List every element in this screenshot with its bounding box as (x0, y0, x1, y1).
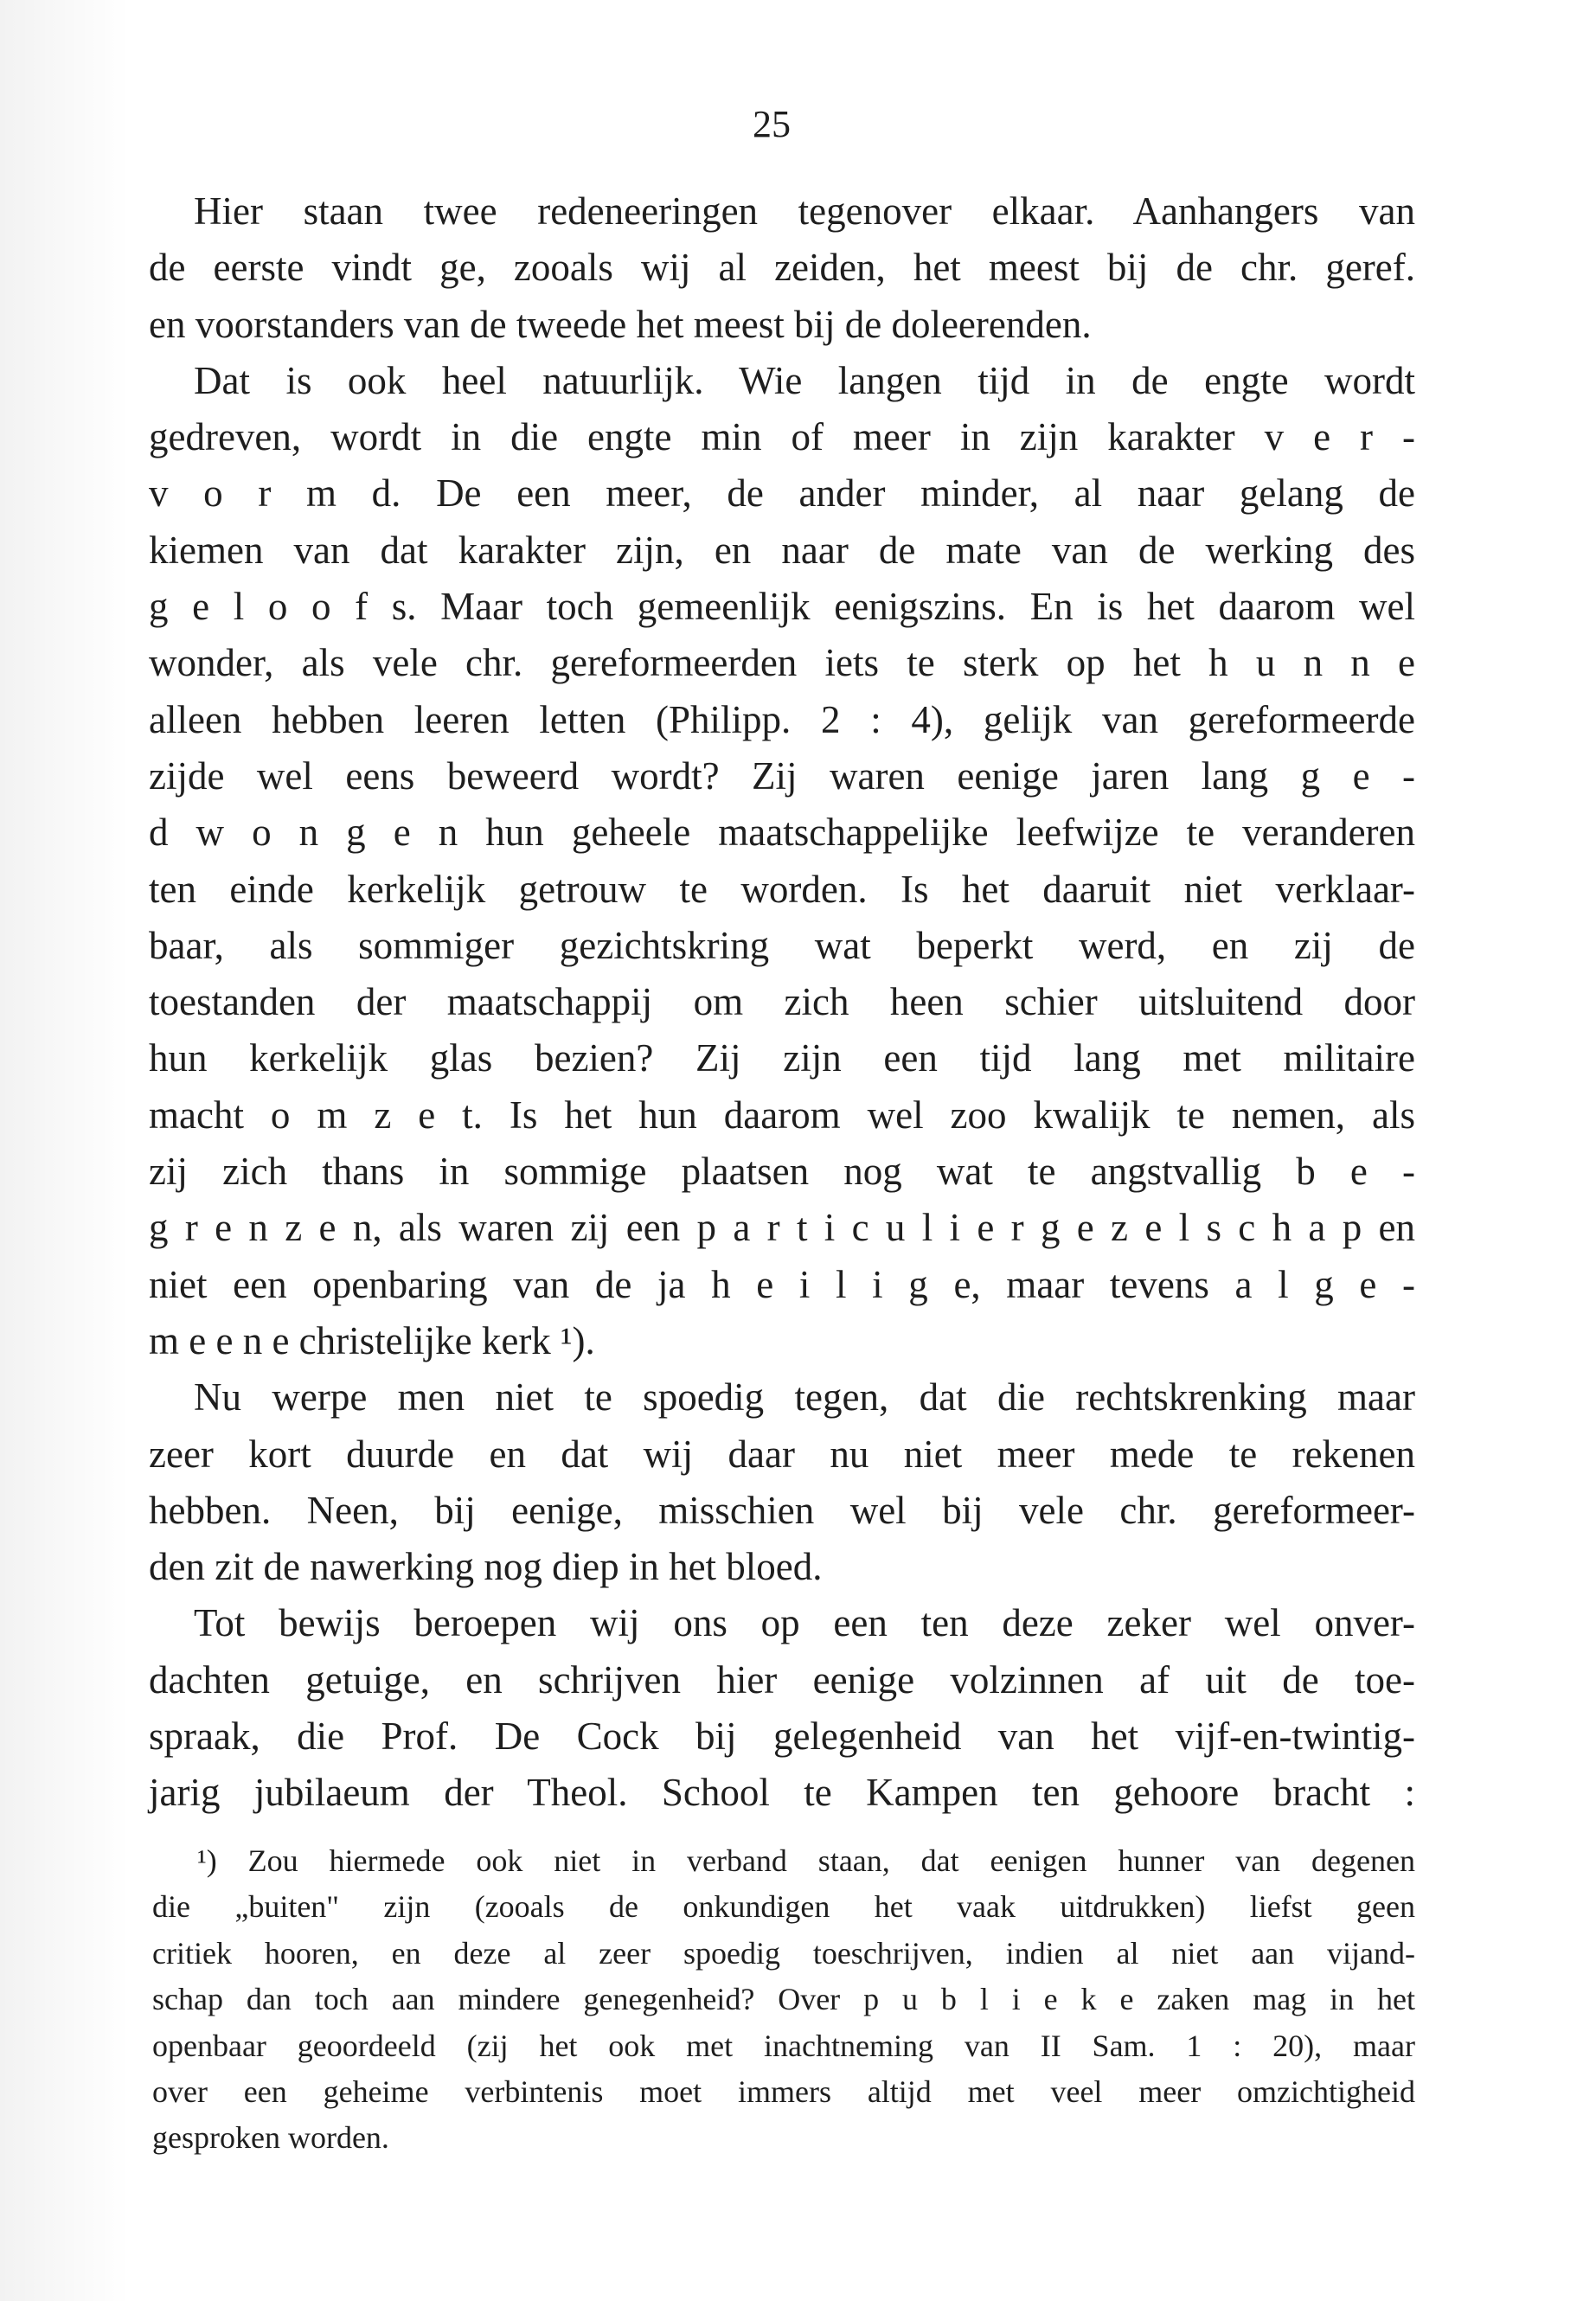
footnote-line: over een geheime verbintenis moet immers altijd met veel meer omzichtigheid (152, 2073, 1415, 2109)
body-text (149, 183, 1415, 1822)
footnote-line: gesproken worden. (152, 2120, 389, 2156)
text-line: jarig jubilaeum der Theol. School te Kampen ten gehoore bracht : (149, 1771, 1415, 1815)
footnote-line: schap dan toch aan mindere genegenheid? Over p u b l i e k e zaken mag in het (152, 1982, 1415, 2017)
text-line: zij zich thans in sommige plaatsen nog wat te angstvallig b e - (149, 1150, 1415, 1194)
text-line: ten einde kerkelijk getrouw te worden. Is het daaruit niet verklaar- (149, 867, 1415, 911)
text-line: alleen hebben leeren letten (Philipp. 2 : 4), gelijk van gereformeerde (149, 697, 1415, 741)
footnote-line: critiek hooren, en deze al zeer spoedig toeschrijven, indien al niet aan vijand- (152, 1935, 1415, 1971)
text-line: baar, als sommiger gezichtskring wat beperkt werd, en zij de (149, 923, 1415, 967)
text-line: v o r m d. De een meer, de ander minder, al naar gelang de (149, 471, 1415, 516)
footnote-line: openbaar geoordeeld (zij het ook met inachtneming van II Sam. 1 : 20), maar (152, 2028, 1415, 2063)
text-line: g e l o o f s. Maar toch gemeenlijk eenigszins. En is het daarom wel (149, 585, 1415, 629)
scan-edge-noise (0, 0, 130, 2301)
text-line: macht o m z e t. Is het hun daarom wel zoo kwalijk te nemen, als (149, 1093, 1415, 1137)
text-line: g r e n z e n, als waren zij een p a r t i c u l i e r g e z e l s c h a p en (149, 1206, 1415, 1250)
footnote (152, 1838, 1415, 2162)
text-line: d w o n g e n hun geheele maatschappelijke leefwijze te veranderen (149, 811, 1415, 855)
text-line: m e e n e christelijke kerk ¹). (149, 1318, 595, 1362)
text-line: en voorstanders van de tweede het meest bij de doleerenden. (149, 302, 1092, 346)
text-line: gedreven, wordt in die engte min of meer in zijn karakter v e r - (149, 415, 1415, 459)
text-line: zeer kort duurde en dat wij daar nu niet meer mede te rekenen (149, 1432, 1415, 1476)
text-line: wonder, als vele chr. gereformeerden iets te sterk op het h u n n e (149, 641, 1415, 685)
text-line: Nu werpe men niet te spoedig tegen, dat die rechtskrenking maar (194, 1375, 1415, 1420)
text-line: de eerste vindt ge, zooals wij al zeiden, het meest bij de chr. geref. (149, 246, 1415, 290)
footnote-line: die „buiten" zijn (zooals de onkundigen het vaak uitdrukken) liefst geen (152, 1889, 1415, 1925)
text-line: niet een openbaring van de ja h e i l i g e, maar tevens a l g e - (149, 1262, 1415, 1306)
footnote-line: ¹) Zou hiermede ook niet in verband staan, dat eenigen hunner van degenen (197, 1843, 1415, 1878)
text-line: spraak, die Prof. De Cock bij gelegenheid van het vijf-en-twintig- (149, 1715, 1415, 1759)
text-line: Hier staan twee redeneeringen tegenover elkaar. Aanhangers van (194, 189, 1415, 233)
text-line: Tot bewijs beroepen wij ons op een ten deze zeker wel onver- (194, 1601, 1415, 1645)
text-line: dachten getuige, en schrijven hier eenige volzinnen af uit de toe- (149, 1657, 1415, 1702)
page-number: 25 (753, 103, 791, 145)
text-line: hebben. Neen, bij eenige, misschien wel bij vele chr. gereformeer- (149, 1488, 1415, 1532)
text-line: den zit de nawerking nog diep in het bloed. (149, 1545, 823, 1589)
text-line: Dat is ook heel natuurlijk. Wie langen tijd in de engte wordt (194, 358, 1415, 402)
text-line: toestanden der maatschappij om zich heen schier uitsluitend door (149, 980, 1415, 1024)
text-line: hun kerkelijk glas bezien? Zij zijn een tijd lang met militaire (149, 1036, 1415, 1080)
text-line: kiemen van dat karakter zijn, en naar de mate van de werking des (149, 528, 1415, 572)
text-line: zijde wel eens beweerd wordt? Zij waren eenige jaren lang g e - (149, 753, 1415, 798)
